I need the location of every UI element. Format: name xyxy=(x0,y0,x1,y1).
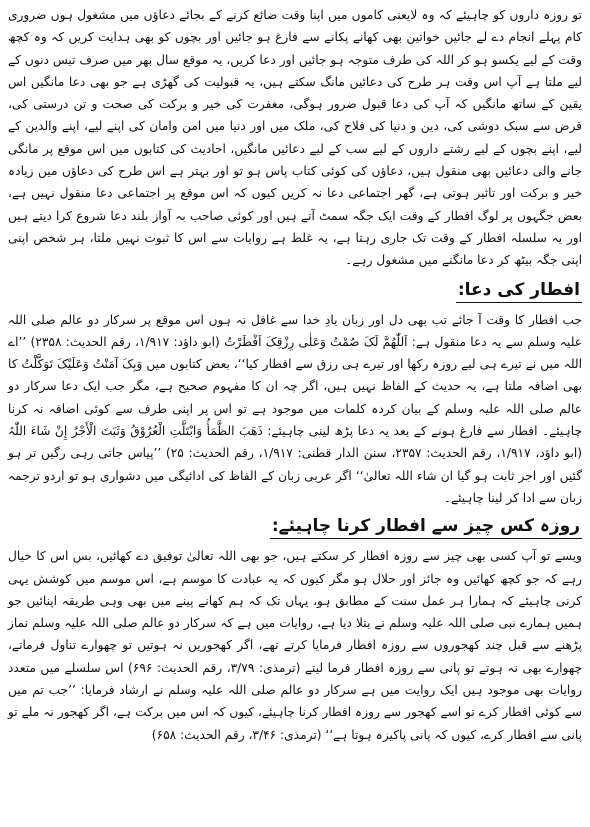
heading-iftar-dua: افطار کی دعا: xyxy=(456,280,582,303)
heading-what-to-break-wrap xyxy=(8,515,582,539)
intro-paragraph: تو روزہ داروں کو چاہیئے کہ وہ لایعنی کاموں میں اپنا وقت ضائع کرنے کے بجائے دعاؤں میں مشغول ہوں ضروری کام پہلے انجام دے لے جائیں خواتین بھی کھانے پکانے سے فارغ ہو جائیں اور بچوں کو بھی ہدایت کریں کہ وہ کچھ وقت کے لیے یکسو ہو کر اللہ کی طرف متوجہ ہو جائیں اور دعا کریں، یہ موقع سال بھر میں صرف تیس دنوں کے لیے ملتا ہے آپ اس وقت ہر طرح کی دعائیں مانگ سکتے ہیں، یہ قبولیت کی گھڑی ہے جو بھی دعا مانگیں اس یقین کے ساتھ مانگیں کہ آپ کی دعا قبول ضرور ہوگی، مغفرت کی خیر و برکت کی صحت و تن درستی کی، قرض سے سبک دوشی کی، دین و دنیا کی فلاح کی، ملک میں اور دنیا میں امن وامان کی اپنے لیے، اپنے والدین کے لیے، اپنے بچوں کے لیے رشتے داروں کے لیے سب کے لیے دعائیں مانگیں، احادیث کی کتابوں میں اس موقع پر مانگی جانے والی دعائیں بھی منقول ہیں، دعاؤں کی کوئی کتاب پاس ہو تو اور بہتر ہے اس طرح کی دعاؤں میں زیادہ خیر و برکت اور تاثیر ہوتی ہے، گھر اجتماعی دعا نہ کریں کیوں کہ اس موقع پر اجتماعی دعا منقول نہیں ہے، بعض جگہوں پر لوگ افطار کے وقت ایک جگہ سمٹ آتے ہیں اور کوئی صاحب بہ آواز بلند دعا شروع کرا دیتے ہیں اور یہ سلسلہ افطار کے وقت تک جاری رہتا ہے، یہ غلط ہے روایات سے اس کا ثبوت نہیں ملتا، ہر شخص اپنی اپنی جگہ بیٹھ کر دعا مانگنے میں مشغول رہے۔ xyxy=(8,8,582,268)
iftar-dua-paragraph: جب افطار کا وقت آ جائے تب بھی دل اور زبان یادِ خدا سے غافل نہ ہوں اس موقع پر سرکار دو عالم صلی اللہ علیہ وسلم سے یہ دعا منقول ہے: اَللّٰھُمَّ لَکَ صُمْتُ وَعَلٰی رِزْقِکَ اَفْطَرْتُ (ابو داؤد: ۱/۹۱۷، رقم الحدیث: ۲۳۵۸) ’’اے اللہ میں نے تیرے ہی لیے روزہ رکھا اور تیرے ہی رزق سے افطار کیا‘‘، بعض کتابوں میں وَبِکَ آمَنْتُ وَعَلَیْکَ تَوَکَّلْتُ کا بھی اضافہ ملتا ہے، یہ حدیث کے الفاظ نہیں ہیں، اگر چہ ان کا مفہوم صحیح ہے، مگر جب ایک دعا سرکار دو عالم صلی اللہ علیہ وسلم کے بیان کردہ کلمات میں موجود ہے تو اس پر اپنی طرف سے کوئی اضافہ نہ کرنا چاہیئے۔ افطار سے فارغ ہونے کے بعد یہ دعا پڑھ لینی چاہیئے: ذَھَبَ الظَّمَأُ وَابْتَلَّتِ الْعُرُوْقُ وَثَبَتَ الْأَجْرُ إِنْ شَاءَ اللّٰہُ (ابو داؤد، ۱/۹۱۷، رقم الحدیث: ۲۳۵۷، سنن الدار قطنی: ۱/۹۱۷، رقم الحدیث: ۲۵) ’’پیاس جاتی رہی رگیں تر ہو گئیں اور اجر ثابت ہو گیا ان شاء اللہ تعالیٰ‘‘ اگر عربی زبان کے الفاظ کی ادائیگی میں دشواری ہو تو اردو ترجمہ زبان سے ادا کر لینا چاہیئے۔ xyxy=(8,312,583,505)
heading-iftar-dua-wrap xyxy=(8,280,582,303)
what-to-break-paragraph: ویسے تو آپ کسی بھی چیز سے روزہ افطار کر سکتے ہیں، جو بھی اللہ تعالیٰ توفیق دے کھائیں، بس اس کا خیال رہے کہ جو کچھ کھائیں وہ جائز اور حلال ہو مگر کیوں کہ یہ عبادت کا موسم ہے، اس موسم میں کوشش یہی کرنی چاہیئے کہ ہمارا ہر عمل سنت کے مطابق ہو، یہاں تک کہ ہم کھانے پینے میں بھی وہی طریقہ اپنائیں جو ہمیں ہمارے نبی صلی اللہ علیہ وسلم نے بتلا دیا ہے، روایات میں ہے کہ سرکار دو عالم صلی اللہ علیہ وسلم نماز پڑھنے سے قبل چند کھجوروں سے روزہ افطار فرمایا کرتے تھے، اگر کھجوریں نہ ہوتیں تو چھوارے تناول فرماتے، چھوارے بھی نہ ہوتے تو پانی سے روزہ افطار فرما لیتے (ترمذی: ۳/۷۹، رقم الحدیث: ۶۹۶) اس سلسلے میں متعدد روایات بھی موجود ہیں ایک روایت میں ہے سرکار دو عالم صلی اللہ علیہ وسلم نے ارشاد فرمایا: ’’جب تم میں سے کوئی افطار کرے تو اسے کھجور سے روزہ افطار کرنا چاہیئے، کیوں کہ اس میں برکت ہے، اگر کھجور نہ ملے تو پانی سے افطار کرے، کیوں کہ پانی پاکیزہ ہوتا ہے‘‘ (ترمذی: ۳/۴۶، رقم الحدیث: ۶۵۸) xyxy=(8,549,582,742)
heading-what-to-break: روزہ کس چیز سے افطار کرنا چاہیئے: xyxy=(270,515,582,539)
